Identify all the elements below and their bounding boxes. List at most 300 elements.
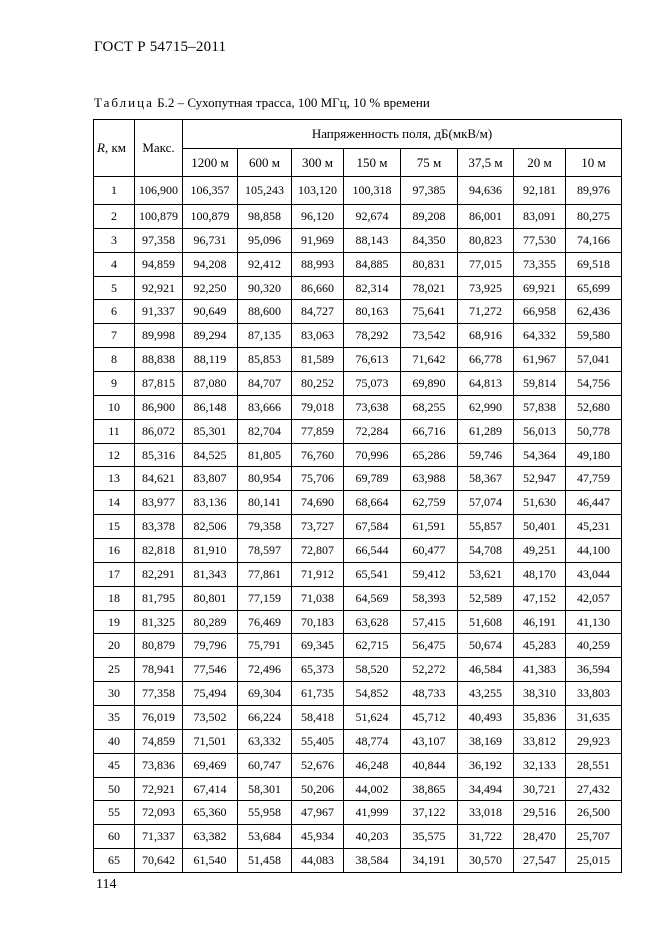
max-value-cell: 83,977	[135, 491, 183, 515]
value-cell: 73,502	[183, 706, 238, 730]
value-cell: 89,294	[183, 324, 238, 348]
value-cell: 40,844	[401, 753, 458, 777]
table-caption-label: Таблица	[94, 95, 154, 110]
column-header-height: 20 м	[514, 149, 566, 177]
distance-cell: 3	[94, 228, 135, 252]
value-cell: 94,636	[458, 177, 514, 205]
column-header-height: 600 м	[238, 149, 292, 177]
value-cell: 80,252	[292, 372, 344, 396]
value-cell: 61,735	[292, 682, 344, 706]
value-cell: 38,310	[514, 682, 566, 706]
distance-cell: 11	[94, 419, 135, 443]
value-cell: 35,836	[514, 706, 566, 730]
value-cell: 80,954	[238, 467, 292, 491]
value-cell: 64,813	[458, 372, 514, 396]
value-cell: 35,575	[401, 825, 458, 849]
value-cell: 57,074	[458, 491, 514, 515]
value-cell: 55,857	[458, 515, 514, 539]
max-value-cell: 94,859	[135, 252, 183, 276]
value-cell: 41,130	[566, 610, 622, 634]
max-value-cell: 73,836	[135, 753, 183, 777]
value-cell: 59,746	[458, 443, 514, 467]
value-cell: 89,976	[566, 177, 622, 205]
value-cell: 65,286	[401, 443, 458, 467]
table-row	[94, 777, 622, 801]
value-cell: 86,001	[458, 205, 514, 229]
distance-cell: 15	[94, 515, 135, 539]
value-cell: 38,865	[401, 777, 458, 801]
max-value-cell: 81,795	[135, 586, 183, 610]
table-row	[94, 177, 622, 205]
value-cell: 52,947	[514, 467, 566, 491]
table-row	[94, 849, 622, 873]
value-cell: 75,706	[292, 467, 344, 491]
value-cell: 80,163	[344, 300, 401, 324]
value-cell: 100,318	[344, 177, 401, 205]
value-cell: 80,823	[458, 228, 514, 252]
value-cell: 63,988	[401, 467, 458, 491]
value-cell: 69,518	[566, 252, 622, 276]
value-cell: 84,885	[344, 252, 401, 276]
max-value-cell: 81,325	[135, 610, 183, 634]
value-cell: 61,289	[458, 419, 514, 443]
column-header-height: 10 м	[566, 149, 622, 177]
value-cell: 46,584	[458, 658, 514, 682]
value-cell: 45,712	[401, 706, 458, 730]
value-cell: 71,501	[183, 729, 238, 753]
value-cell: 106,357	[183, 177, 238, 205]
table-row	[94, 205, 622, 229]
value-cell: 33,018	[458, 801, 514, 825]
max-value-cell: 100,879	[135, 205, 183, 229]
value-cell: 45,934	[292, 825, 344, 849]
value-cell: 40,203	[344, 825, 401, 849]
value-cell: 66,716	[401, 419, 458, 443]
value-cell: 63,628	[344, 610, 401, 634]
max-value-cell: 80,879	[135, 634, 183, 658]
value-cell: 66,778	[458, 348, 514, 372]
value-cell: 53,621	[458, 562, 514, 586]
max-value-cell: 72,921	[135, 777, 183, 801]
table-row	[94, 443, 622, 467]
value-cell: 50,778	[566, 419, 622, 443]
value-cell: 87,135	[238, 324, 292, 348]
value-cell: 66,224	[238, 706, 292, 730]
value-cell: 81,343	[183, 562, 238, 586]
value-cell: 80,831	[401, 252, 458, 276]
value-cell: 42,057	[566, 586, 622, 610]
value-cell: 83,136	[183, 491, 238, 515]
value-cell: 52,680	[566, 395, 622, 419]
value-cell: 30,570	[458, 849, 514, 873]
table-row	[94, 491, 622, 515]
value-cell: 67,584	[344, 515, 401, 539]
table-row	[94, 682, 622, 706]
distance-cell: 20	[94, 634, 135, 658]
value-cell: 74,690	[292, 491, 344, 515]
value-cell: 96,120	[292, 205, 344, 229]
value-cell: 44,002	[344, 777, 401, 801]
value-cell: 45,283	[514, 634, 566, 658]
value-cell: 80,801	[183, 586, 238, 610]
value-cell: 44,100	[566, 539, 622, 563]
distance-cell: 14	[94, 491, 135, 515]
distance-cell: 50	[94, 777, 135, 801]
value-cell: 65,373	[292, 658, 344, 682]
value-cell: 57,041	[566, 348, 622, 372]
max-value-cell: 97,358	[135, 228, 183, 252]
value-cell: 25,015	[566, 849, 622, 873]
value-cell: 63,382	[183, 825, 238, 849]
max-value-cell: 106,900	[135, 177, 183, 205]
table-row	[94, 539, 622, 563]
value-cell: 61,967	[514, 348, 566, 372]
max-value-cell: 77,358	[135, 682, 183, 706]
value-cell: 86,148	[183, 395, 238, 419]
value-cell: 30,721	[514, 777, 566, 801]
value-cell: 60,477	[401, 539, 458, 563]
value-cell: 54,852	[344, 682, 401, 706]
value-cell: 68,255	[401, 395, 458, 419]
value-cell: 86,660	[292, 276, 344, 300]
max-value-cell: 92,921	[135, 276, 183, 300]
max-value-cell: 87,815	[135, 372, 183, 396]
document-header: ГОСТ Р 54715–2011	[94, 39, 227, 55]
value-cell: 48,733	[401, 682, 458, 706]
value-cell: 69,345	[292, 634, 344, 658]
value-cell: 31,635	[566, 706, 622, 730]
value-cell: 77,546	[183, 658, 238, 682]
field-strength-table	[93, 119, 622, 873]
value-cell: 36,192	[458, 753, 514, 777]
value-cell: 92,674	[344, 205, 401, 229]
value-cell: 90,649	[183, 300, 238, 324]
max-value-cell: 82,291	[135, 562, 183, 586]
value-cell: 64,569	[344, 586, 401, 610]
column-header-height: 37,5 м	[458, 149, 514, 177]
max-value-cell: 71,337	[135, 825, 183, 849]
value-cell: 58,520	[344, 658, 401, 682]
value-cell: 50,674	[458, 634, 514, 658]
value-cell: 57,415	[401, 610, 458, 634]
value-cell: 83,091	[514, 205, 566, 229]
value-cell: 61,540	[183, 849, 238, 873]
value-cell: 48,170	[514, 562, 566, 586]
value-cell: 75,641	[401, 300, 458, 324]
value-cell: 88,143	[344, 228, 401, 252]
value-cell: 55,405	[292, 729, 344, 753]
distance-cell: 60	[94, 825, 135, 849]
value-cell: 88,119	[183, 348, 238, 372]
value-cell: 84,707	[238, 372, 292, 396]
table-caption-text: Б.2 – Сухопутная трасса, 100 МГц, 10 % времени	[157, 95, 430, 110]
value-cell: 80,275	[566, 205, 622, 229]
value-cell: 82,506	[183, 515, 238, 539]
value-cell: 60,747	[238, 753, 292, 777]
value-cell: 94,208	[183, 252, 238, 276]
value-cell: 75,791	[238, 634, 292, 658]
table-row	[94, 562, 622, 586]
table-row	[94, 395, 622, 419]
distance-cell: 13	[94, 467, 135, 491]
value-cell: 26,500	[566, 801, 622, 825]
value-cell: 58,393	[401, 586, 458, 610]
value-cell: 50,401	[514, 515, 566, 539]
value-cell: 84,727	[292, 300, 344, 324]
value-cell: 76,613	[344, 348, 401, 372]
table-row	[94, 515, 622, 539]
value-cell: 45,231	[566, 515, 622, 539]
value-cell: 28,470	[514, 825, 566, 849]
value-cell: 76,760	[292, 443, 344, 467]
value-cell: 79,796	[183, 634, 238, 658]
value-cell: 51,608	[458, 610, 514, 634]
value-cell: 95,096	[238, 228, 292, 252]
column-group-header: Напряженность поля, дБ(мкВ/м)	[183, 120, 622, 149]
value-cell: 50,206	[292, 777, 344, 801]
value-cell: 85,853	[238, 348, 292, 372]
value-cell: 87,080	[183, 372, 238, 396]
table-row	[94, 801, 622, 825]
value-cell: 77,859	[292, 419, 344, 443]
value-cell: 81,910	[183, 539, 238, 563]
value-cell: 46,248	[344, 753, 401, 777]
value-cell: 31,722	[458, 825, 514, 849]
value-cell: 59,814	[514, 372, 566, 396]
max-value-cell: 70,642	[135, 849, 183, 873]
distance-cell: 35	[94, 706, 135, 730]
value-cell: 59,580	[566, 324, 622, 348]
table-row	[94, 658, 622, 682]
table-row	[94, 252, 622, 276]
value-cell: 63,332	[238, 729, 292, 753]
distance-cell: 16	[94, 539, 135, 563]
distance-cell: 55	[94, 801, 135, 825]
value-cell: 52,272	[401, 658, 458, 682]
table-row	[94, 348, 622, 372]
value-cell: 29,923	[566, 729, 622, 753]
value-cell: 46,191	[514, 610, 566, 634]
value-cell: 37,122	[401, 801, 458, 825]
value-cell: 43,255	[458, 682, 514, 706]
value-cell: 58,367	[458, 467, 514, 491]
value-cell: 71,272	[458, 300, 514, 324]
distance-cell: 6	[94, 300, 135, 324]
value-cell: 82,704	[238, 419, 292, 443]
value-cell: 80,141	[238, 491, 292, 515]
value-cell: 71,642	[401, 348, 458, 372]
value-cell: 38,169	[458, 729, 514, 753]
value-cell: 65,541	[344, 562, 401, 586]
value-cell: 105,243	[238, 177, 292, 205]
value-cell: 53,684	[238, 825, 292, 849]
value-cell: 68,916	[458, 324, 514, 348]
value-cell: 33,803	[566, 682, 622, 706]
table-row	[94, 300, 622, 324]
value-cell: 34,494	[458, 777, 514, 801]
distance-cell: 45	[94, 753, 135, 777]
max-value-cell: 91,337	[135, 300, 183, 324]
value-cell: 73,727	[292, 515, 344, 539]
table-row	[94, 825, 622, 849]
value-cell: 98,858	[238, 205, 292, 229]
value-cell: 69,921	[514, 276, 566, 300]
value-cell: 44,083	[292, 849, 344, 873]
distance-cell: 40	[94, 729, 135, 753]
value-cell: 100,879	[183, 205, 238, 229]
distance-cell: 30	[94, 682, 135, 706]
max-value-cell: 84,621	[135, 467, 183, 491]
value-cell: 70,183	[292, 610, 344, 634]
value-cell: 69,890	[401, 372, 458, 396]
table-row	[94, 276, 622, 300]
value-cell: 52,589	[458, 586, 514, 610]
distance-cell: 2	[94, 205, 135, 229]
value-cell: 89,208	[401, 205, 458, 229]
distance-cell: 9	[94, 372, 135, 396]
distance-cell: 10	[94, 395, 135, 419]
value-cell: 92,412	[238, 252, 292, 276]
value-cell: 62,436	[566, 300, 622, 324]
value-cell: 55,958	[238, 801, 292, 825]
value-cell: 82,314	[344, 276, 401, 300]
table-row	[94, 706, 622, 730]
column-header-height: 75 м	[401, 149, 458, 177]
value-cell: 40,259	[566, 634, 622, 658]
value-cell: 66,544	[344, 539, 401, 563]
value-cell: 43,044	[566, 562, 622, 586]
value-cell: 88,600	[238, 300, 292, 324]
value-cell: 61,591	[401, 515, 458, 539]
distance-cell: 8	[94, 348, 135, 372]
value-cell: 78,597	[238, 539, 292, 563]
value-cell: 73,542	[401, 324, 458, 348]
value-cell: 68,664	[344, 491, 401, 515]
value-cell: 54,708	[458, 539, 514, 563]
value-cell: 32,133	[514, 753, 566, 777]
value-cell: 70,996	[344, 443, 401, 467]
value-cell: 34,191	[401, 849, 458, 873]
max-value-cell: 72,093	[135, 801, 183, 825]
value-cell: 69,304	[238, 682, 292, 706]
value-cell: 49,251	[514, 539, 566, 563]
value-cell: 83,807	[183, 467, 238, 491]
value-cell: 47,759	[566, 467, 622, 491]
max-value-cell: 76,019	[135, 706, 183, 730]
table-row	[94, 419, 622, 443]
value-cell: 76,469	[238, 610, 292, 634]
value-cell: 97,385	[401, 177, 458, 205]
value-cell: 59,412	[401, 562, 458, 586]
value-cell: 81,589	[292, 348, 344, 372]
value-cell: 75,494	[183, 682, 238, 706]
value-cell: 47,967	[292, 801, 344, 825]
table-row	[94, 372, 622, 396]
value-cell: 74,166	[566, 228, 622, 252]
value-cell: 77,530	[514, 228, 566, 252]
distance-cell: 1	[94, 177, 135, 205]
distance-cell: 18	[94, 586, 135, 610]
value-cell: 47,152	[514, 586, 566, 610]
value-cell: 83,666	[238, 395, 292, 419]
distance-cell: 7	[94, 324, 135, 348]
value-cell: 71,912	[292, 562, 344, 586]
table-row	[94, 467, 622, 491]
value-cell: 46,447	[566, 491, 622, 515]
value-cell: 77,015	[458, 252, 514, 276]
page-number: 114	[96, 877, 117, 892]
value-cell: 77,159	[238, 586, 292, 610]
table-row	[94, 228, 622, 252]
value-cell: 103,120	[292, 177, 344, 205]
max-value-cell: 89,998	[135, 324, 183, 348]
value-cell: 79,018	[292, 395, 344, 419]
value-cell: 75,073	[344, 372, 401, 396]
value-cell: 33,812	[514, 729, 566, 753]
value-cell: 51,630	[514, 491, 566, 515]
value-cell: 27,432	[566, 777, 622, 801]
column-header-height: 150 м	[344, 149, 401, 177]
value-cell: 51,458	[238, 849, 292, 873]
value-cell: 96,731	[183, 228, 238, 252]
value-cell: 79,358	[238, 515, 292, 539]
distance-cell: 17	[94, 562, 135, 586]
max-value-cell: 78,941	[135, 658, 183, 682]
table-row	[94, 324, 622, 348]
distance-cell: 19	[94, 610, 135, 634]
value-cell: 56,475	[401, 634, 458, 658]
value-cell: 88,993	[292, 252, 344, 276]
table-row	[94, 729, 622, 753]
column-header-max: Макс.	[135, 120, 183, 177]
column-header-height: 1200 м	[183, 149, 238, 177]
value-cell: 73,925	[458, 276, 514, 300]
value-cell: 57,838	[514, 395, 566, 419]
table-row	[94, 586, 622, 610]
distance-cell: 65	[94, 849, 135, 873]
value-cell: 65,360	[183, 801, 238, 825]
value-cell: 78,292	[344, 324, 401, 348]
value-cell: 51,624	[344, 706, 401, 730]
value-cell: 73,355	[514, 252, 566, 276]
value-cell: 41,383	[514, 658, 566, 682]
table-row	[94, 634, 622, 658]
value-cell: 40,493	[458, 706, 514, 730]
distance-cell: 5	[94, 276, 135, 300]
value-cell: 69,469	[183, 753, 238, 777]
value-cell: 81,805	[238, 443, 292, 467]
value-cell: 29,516	[514, 801, 566, 825]
value-cell: 72,496	[238, 658, 292, 682]
value-cell: 78,021	[401, 276, 458, 300]
value-cell: 62,990	[458, 395, 514, 419]
value-cell: 58,418	[292, 706, 344, 730]
value-cell: 72,284	[344, 419, 401, 443]
value-cell: 58,301	[238, 777, 292, 801]
value-cell: 67,414	[183, 777, 238, 801]
value-cell: 92,250	[183, 276, 238, 300]
value-cell: 27,547	[514, 849, 566, 873]
value-cell: 92,181	[514, 177, 566, 205]
value-cell: 28,551	[566, 753, 622, 777]
max-value-cell: 74,859	[135, 729, 183, 753]
max-value-cell: 88,838	[135, 348, 183, 372]
value-cell: 48,774	[344, 729, 401, 753]
value-cell: 43,107	[401, 729, 458, 753]
value-cell: 65,699	[566, 276, 622, 300]
value-cell: 49,180	[566, 443, 622, 467]
column-header-distance: R, км	[94, 120, 135, 177]
